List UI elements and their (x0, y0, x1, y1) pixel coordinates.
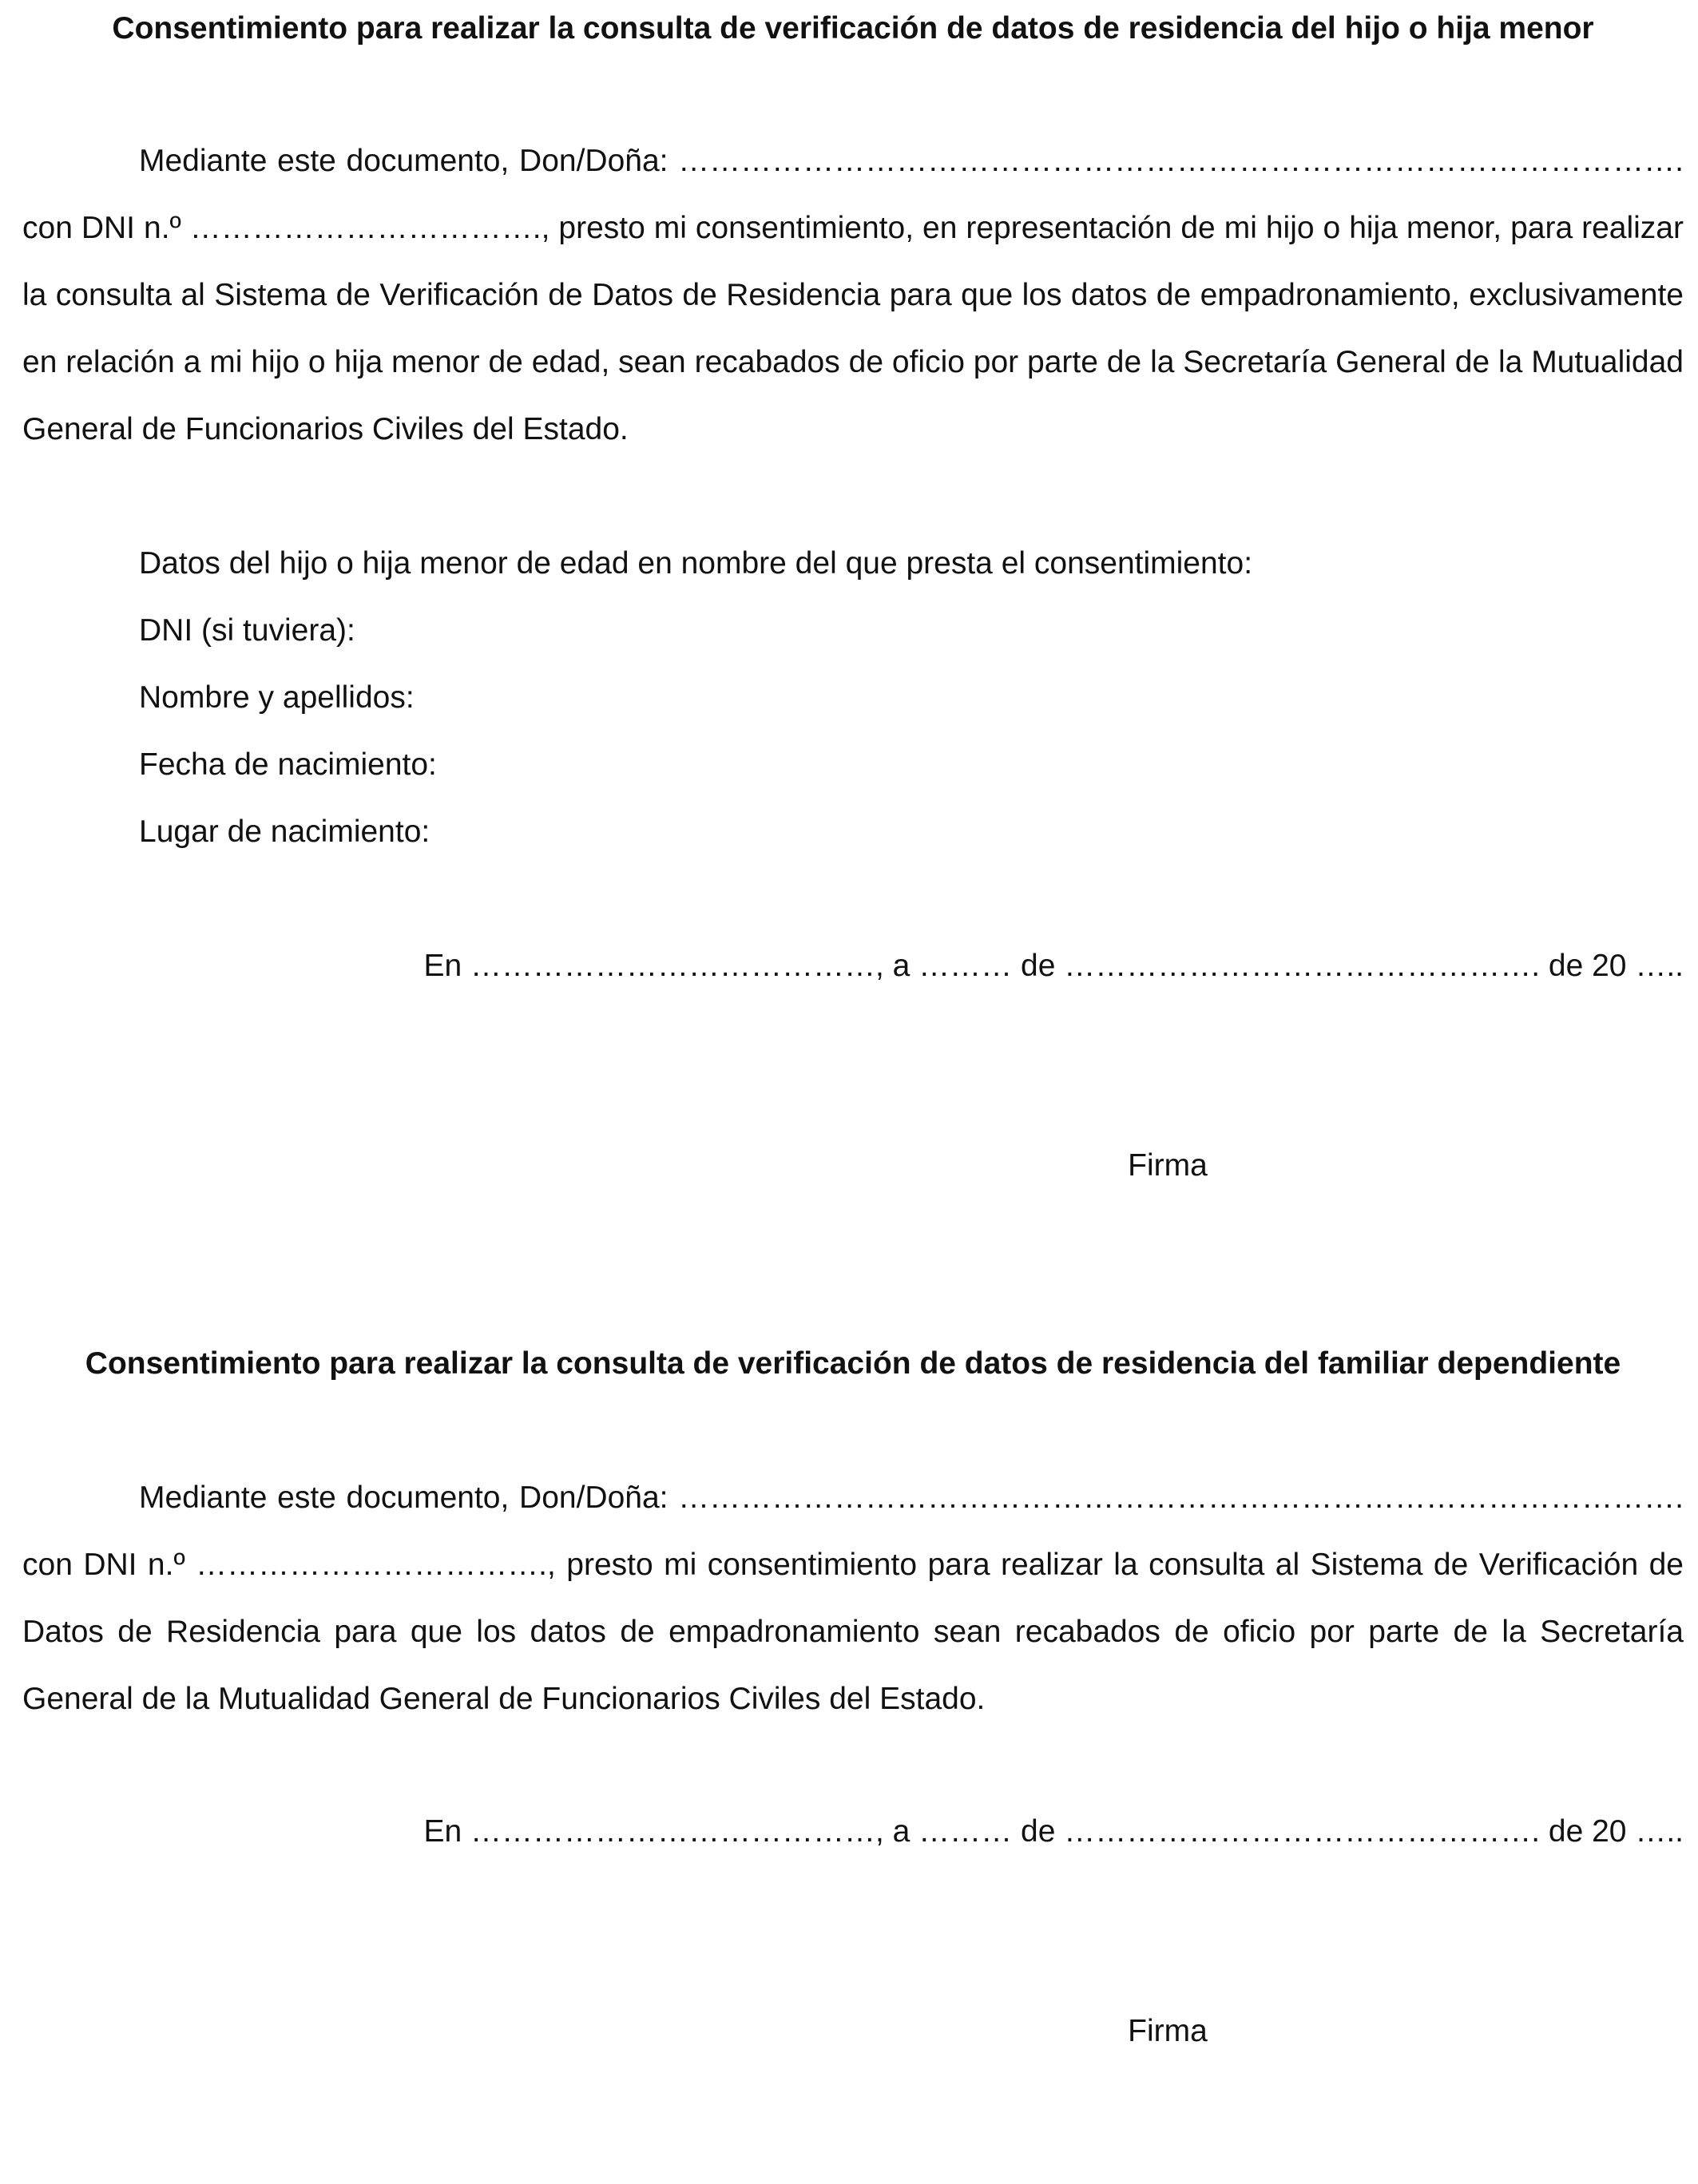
field-full-name: Nombre y apellidos: (139, 680, 415, 715)
section2-signature-label: Firma (1128, 2014, 1208, 2048)
section1-consent-paragraph (22, 128, 1684, 463)
section2-title: Consentimiento para realizar la consulta de verificación de datos de residencia del familiar dependiente (85, 1346, 1621, 1381)
field-birth-place: Lugar de nacimiento: (139, 815, 430, 849)
section1-title: Consentimiento para realizar la consulta de verificación de datos de residencia del hijo o hija menor (112, 11, 1594, 46)
section2-date-line: En …………………………………, a ……… de ………………………………………. de 20 ….. (423, 1814, 1684, 1849)
minor-data-heading: Datos del hijo o hija menor de edad en nombre del que presta el consentimiento: (139, 546, 1253, 581)
section2-paragraph-text: Mediante este documento, Don/Doña: ……………………………………………………………………………………. con DNI n.º ……………………………., presto mi consentimiento para realizar la consulta al Sistema de Verificación de Datos de Residencia para que los datos de empadronamiento sean recabados de oficio por parte de la Secretaría General de la Mutualidad General de Funcionarios Civiles del Estado. (22, 1480, 1684, 1716)
section1-date-line: En …………………………………, a ……… de ………………………………………. de 20 ….. (423, 949, 1684, 983)
field-dni: DNI (si tuviera): (139, 613, 355, 648)
section1-signature-label: Firma (1128, 1148, 1208, 1183)
field-birth-date: Fecha de nacimiento: (139, 747, 437, 782)
section1-paragraph-text: Mediante este documento, Don/Doña: ……………………………………………………………………………………. con DNI n.º ……………………………., presto mi consentimiento, en representación de mi hijo o hija menor, para realizar la consulta al Sistema de Verificación de Datos de Residencia para que los datos de empadronamiento, exclusivamente en relación a mi hijo o hija menor de edad, sean recabados de oficio por parte de la Secretaría General de la Mutualidad General de Funcionarios Civiles del Estado. (22, 144, 1684, 446)
section2-consent-paragraph (22, 1465, 1684, 1733)
